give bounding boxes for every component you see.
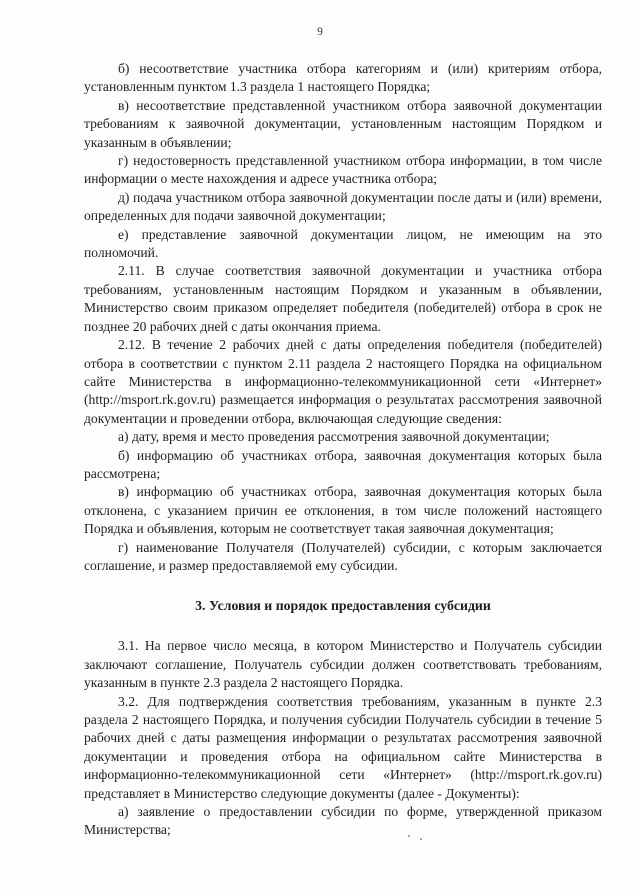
list-item-v-rejected: в) информацию об участниках отбора, заявочная документация которых была отклонена, с указанием причин ее отклонения, в том числе положений настоящего Порядка и объявления, которым не соответствует такая заявочная документация; bbox=[84, 484, 602, 537]
list-item-g-recipient: г) наименование Получателя (Получателей) субсидии, с которым заключается соглашение, и размер предоставляемой ему субсидии. bbox=[84, 539, 602, 573]
list-item-a-date: а) дату, время и место проведения рассмотрения заявочной документации; bbox=[118, 429, 550, 445]
scan-speck bbox=[408, 835, 410, 837]
page-number: 9 bbox=[317, 26, 323, 38]
paragraph-d-late-submission: д) подача участником отбора заявочной документации после даты и (или) времени, определенных для подачи заявочной документации; bbox=[84, 189, 602, 224]
paragraph-g-unreliable-info: г) недостоверность представленной участником отбора информации, в том числе информации о месте нахождения и адресе участника отбора; bbox=[84, 153, 602, 187]
paragraph-b-criteria: б) несоответствие участника отбора категориям и (или) критериям отбора, установленным пунктом 1.3 раздела 1 настоящего Порядка; bbox=[84, 61, 602, 95]
list-item-b-participants: б) информацию об участниках отбора, заявочная документация которых была рассмотрена; bbox=[84, 447, 602, 481]
section-title: 3. Условия и порядок предоставления субсидии bbox=[195, 598, 491, 614]
paragraph-e-no-authority: е) представление заявочной документации лицом, не имеющим на это полномочий. bbox=[84, 226, 602, 261]
list-item-a-application: а) заявление о предоставлении субсидии по форме, утвержденной приказом Министерства; bbox=[84, 804, 602, 838]
paragraph-3-2: 3.2. Для подтверждения соответствия требованиям, указанным в пункте 2.3 раздела 2 настоящего Порядка, и получения субсидии Получатель субсидии в течение 5 рабочих дней с даты размещения информации о результатах рассмотрения заявочной документации и проведения отбора на официальном сайте Министерства в информационно-телекоммуникационной сети «Интернет» (http://msport.rk.gov.ru) представляет в Министерство следующие документы (далее - Документы): bbox=[84, 693, 602, 801]
paragraph-3-1: 3.1. На первое число месяца, в котором Министерство и Получатель субсидии заключают соглашение, Получатель субсидии должен соответствовать требованиям, указанным в пункте 2.3 раздела 2 настоящего Порядка. bbox=[84, 638, 602, 691]
paragraph-2-12: 2.12. В течение 2 рабочих дней с даты определения победителя (победителей) отбора в соответствии с пунктом 2.11 раздела 2 настоящего Порядка на официальном сайте Министерства в информационно-телекоммуникационной сети «Интернет» (http://msport.rk.gov.ru) размещается информация о результатах рассмотрения заявочной документации и проведении отбора, включающая следующие сведения: bbox=[84, 337, 602, 426]
scan-speck bbox=[420, 838, 422, 840]
paragraph-v-documentation: в) несоответствие представленной участником отбора заявочной документации требованиям к заявочной документации, установленным настоящим Порядком и указанным в объявлении; bbox=[84, 97, 602, 150]
paragraph-2-11: 2.11. В случае соответствия заявочной документации и участника отбора требованиям, установленным настоящим Порядком и указанным в объявлении, Министерство своим приказом определяет победителя (победителей) отбора в срок не позднее 20 рабочих дней с даты окончания приема. bbox=[84, 263, 602, 334]
document-body bbox=[84, 60, 602, 840]
